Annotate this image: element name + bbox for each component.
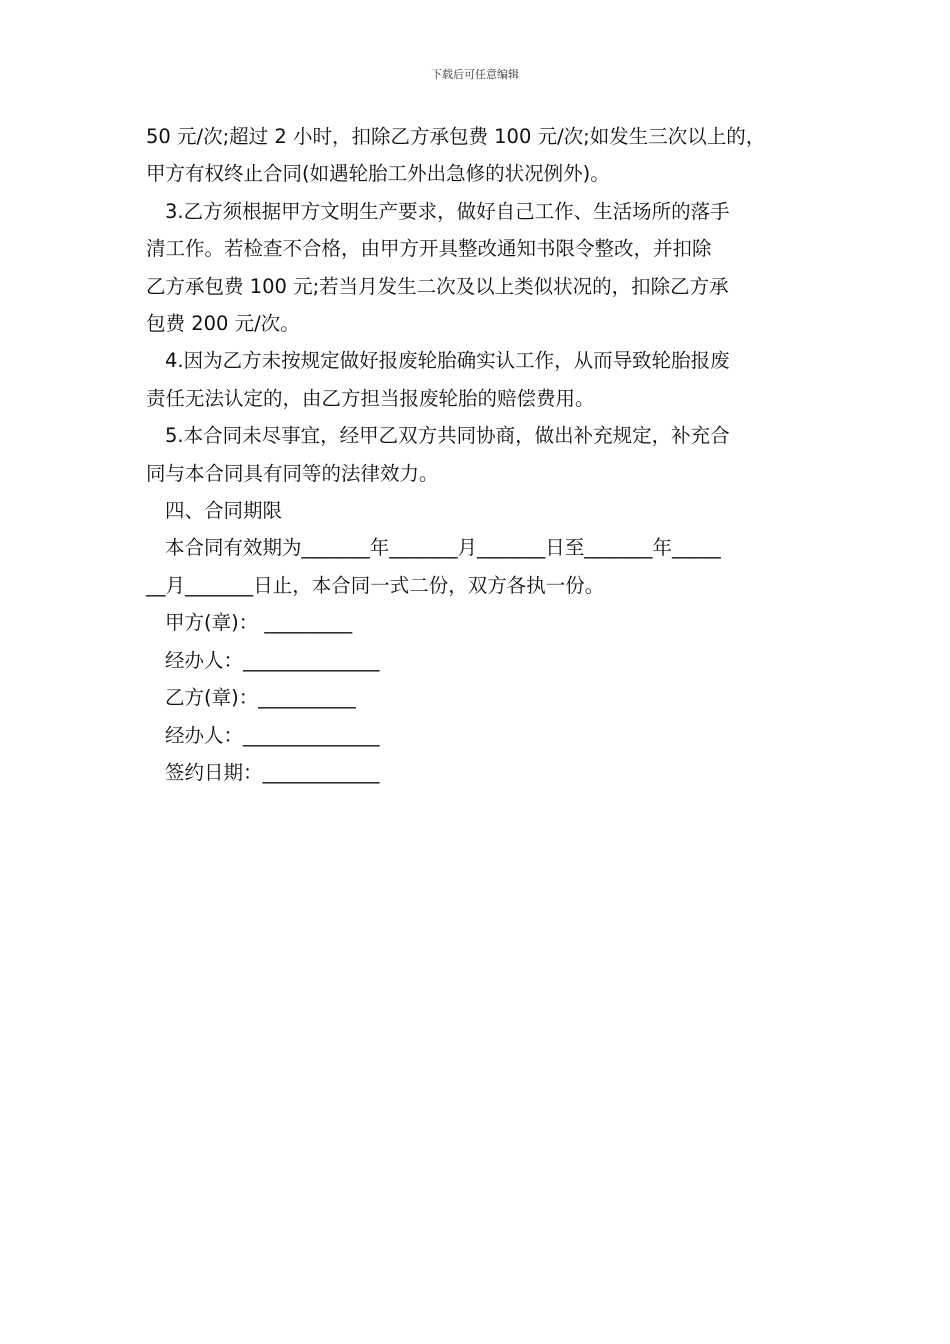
text-line: 5.本合同未尽事宜，经甲乙双方共同协商，做出补充规定，补充合 (165, 424, 730, 448)
document-body (146, 118, 818, 791)
text-line: 同与本合同具有同等的法律效力。 (146, 461, 439, 485)
signing-date: 签约日期：____________ (165, 760, 380, 784)
text-line: 乙方承包费 100 元;若当月发生二次及以上类似状况的，扣除乙方承 (146, 274, 729, 298)
text-line: __月_______日止，本合同一式二份，双方各执一份。 (146, 573, 605, 597)
signature-agent-a: 经办人：______________ (165, 648, 380, 672)
signature-party-b: 乙方(章)：__________ (165, 686, 356, 710)
text-line: 包费 200 元/次。 (146, 312, 300, 336)
text-line: 甲方有权终止合同(如遇轮胎工外出急修的状况例外)。 (146, 162, 610, 186)
text-line: 4.因为乙方未按规定做好报废轮胎确实认工作，从而导致轮胎报废 (165, 349, 730, 373)
text-line: 50 元/次;超过 2 小时，扣除乙方承包费 100 元/次;如发生三次以上的， (146, 125, 766, 148)
text-line: 清工作。若检查不合格，由甲方开具整改通知书限令整改，并扣除 (146, 237, 712, 261)
page-header: 下载后可任意编辑 (431, 68, 519, 81)
text-line: 责任无法认定的，由乙方担当报废轮胎的赔偿费用。 (146, 386, 595, 410)
text-line: 本合同有效期为_______年_______月_______日至_______年_____ (165, 536, 721, 560)
signature-agent-b: 经办人：______________ (165, 723, 380, 747)
text-line: 3.乙方须根据甲方文明生产要求，做好自己工作、生活场所的落手 (165, 199, 730, 223)
section-heading: 四、合同期限 (165, 499, 283, 523)
signature-party-a: 甲方(章)： _________ (165, 611, 353, 635)
